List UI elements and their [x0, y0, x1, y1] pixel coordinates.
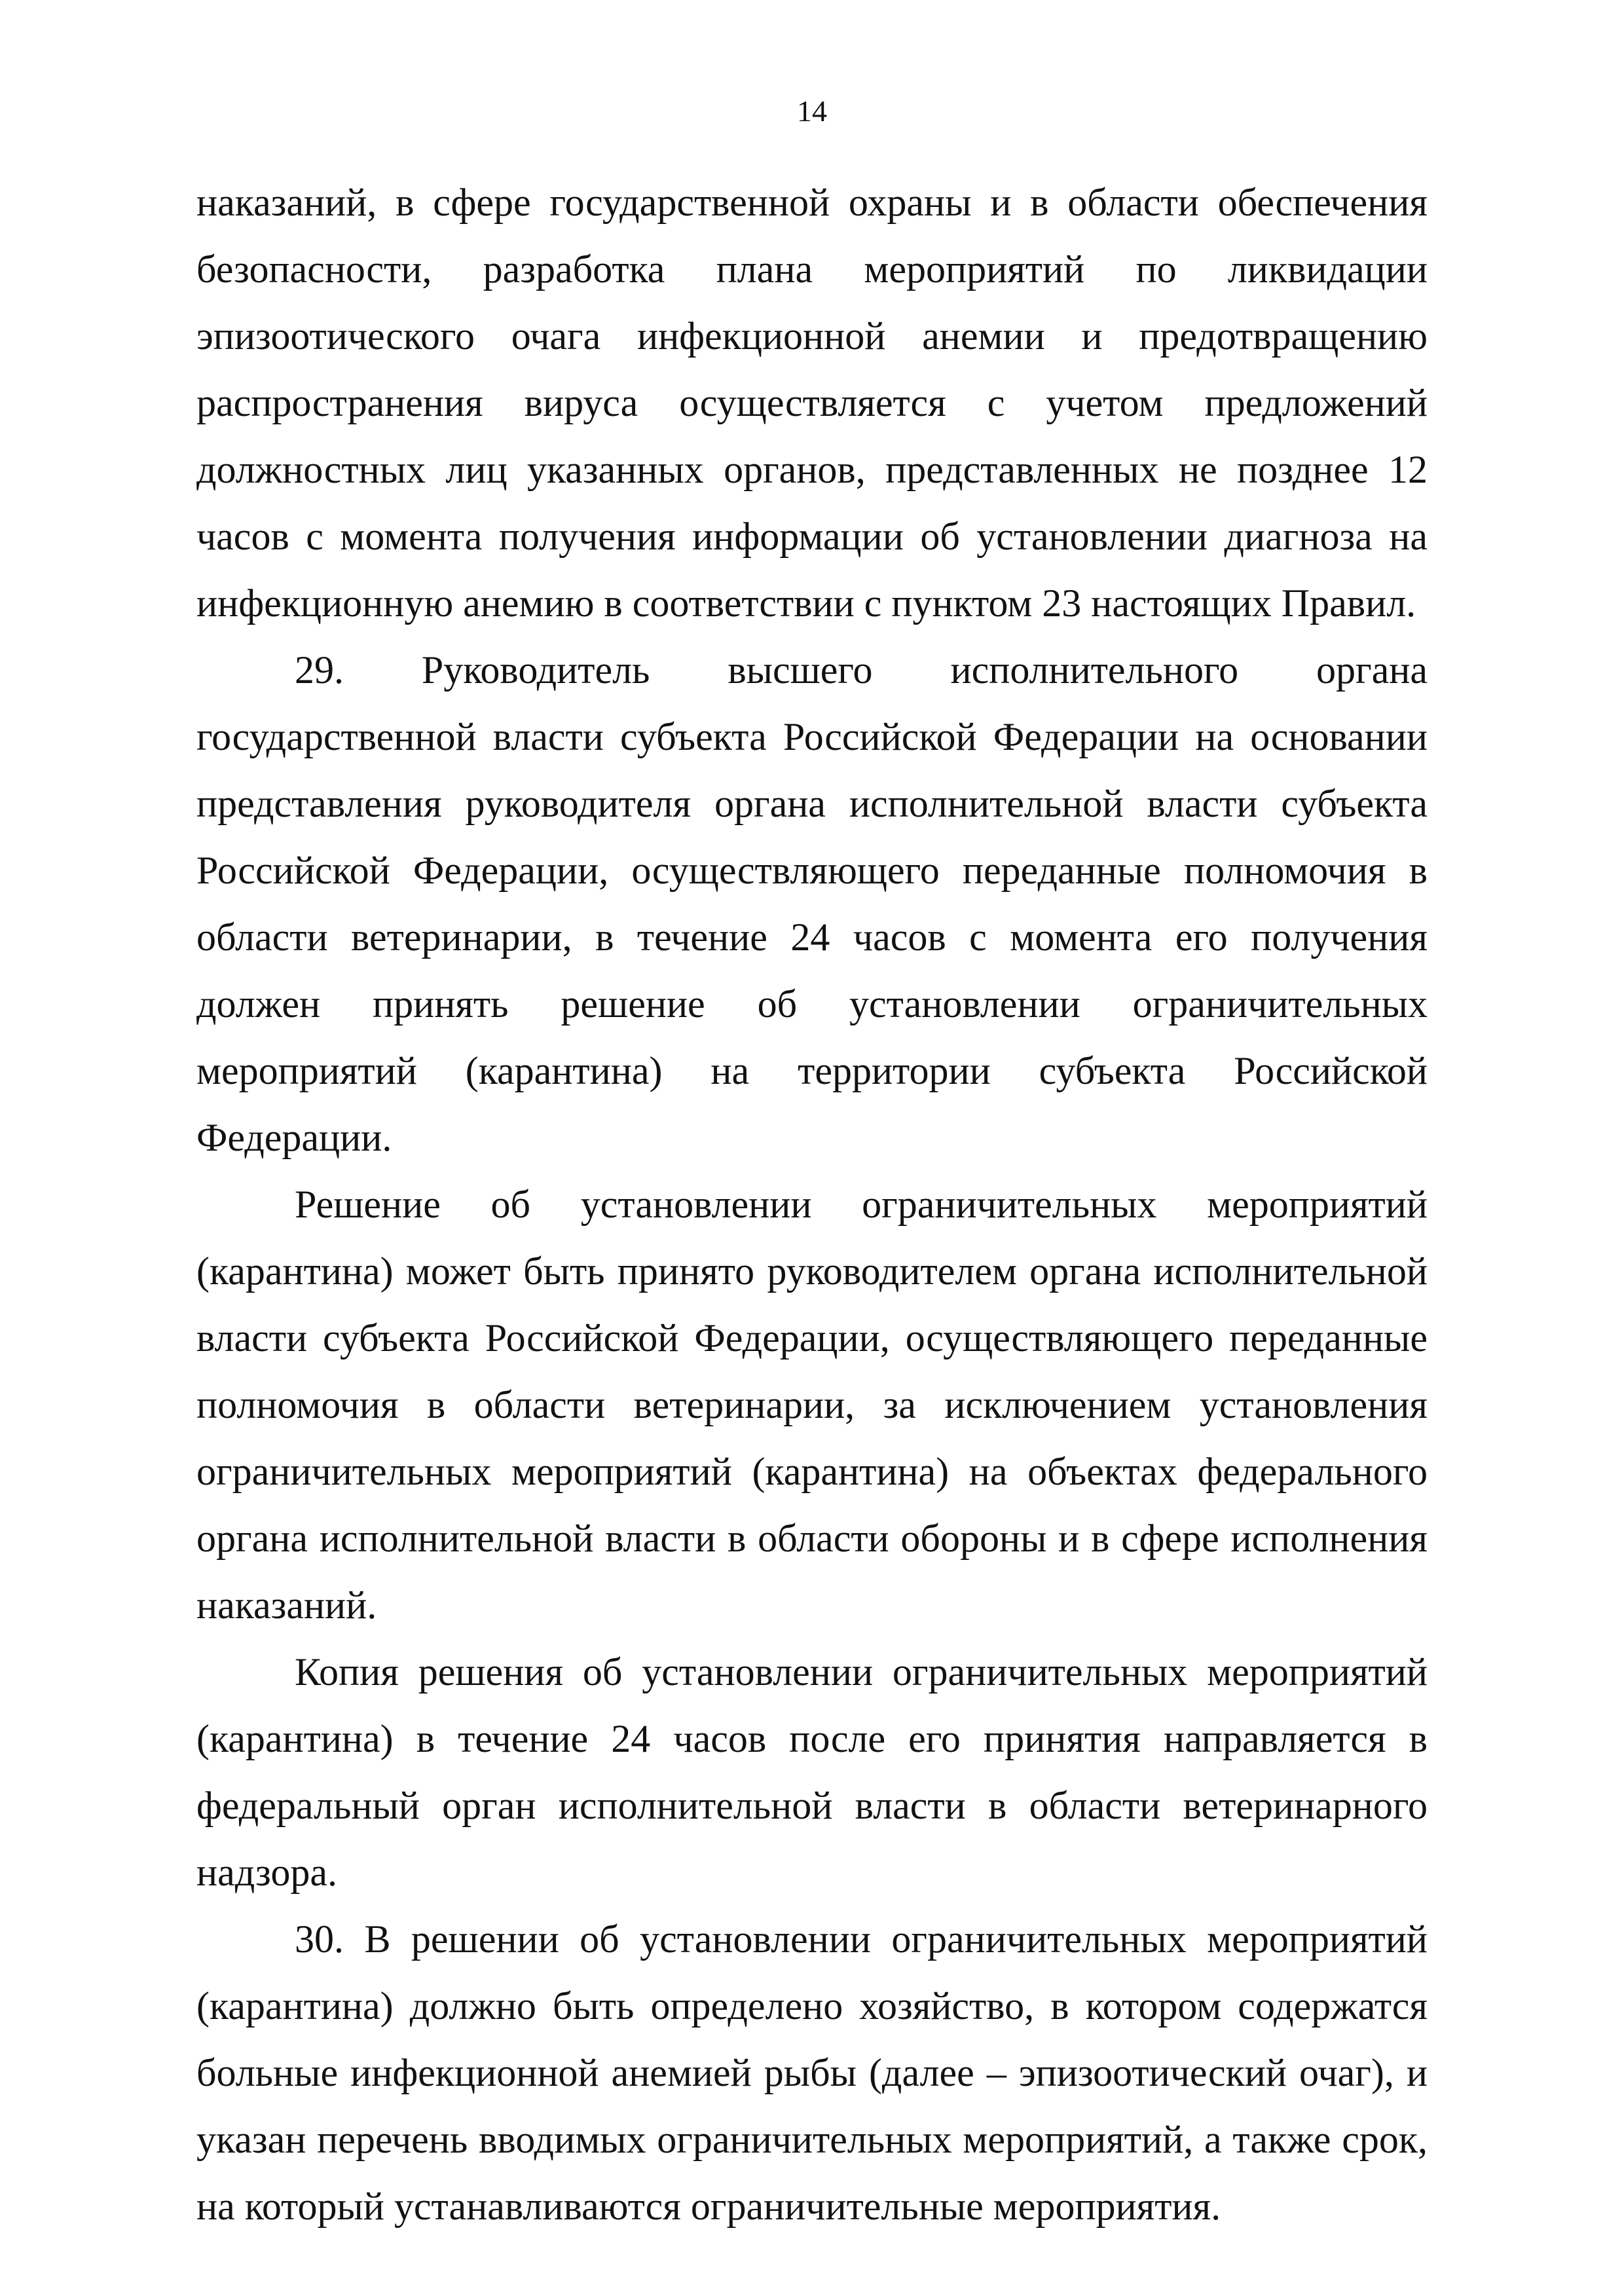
document-body: [196, 169, 1428, 2240]
page-number: 14: [797, 94, 827, 128]
paragraph-item-29: 29. Руководитель высшего исполнительного органа государственной власти субъекта Российской Федерации на основании представления руководителя органа исполнительной власти субъекта Российской Федерации, осуществляющего переданные полномочия в области ветеринарии, в течение 24 часов с момента его получения должен принять решение об установлении ограничительных мероприятий (карантина) на территории субъекта Российской Федерации.: [196, 648, 1428, 1159]
paragraph-quarantine-decision: Решение об установлении ограничительных мероприятий (карантина) может быть принято руководителем органа исполнительной власти субъекта Российской Федерации, осуществляющего переданные полномочия в области ветеринарии, за исключением установления ограничительных мероприятий (карантина) на объектах федерального органа исполнительной власти в области обороны и в сфере исполнения наказаний.: [196, 1183, 1428, 1627]
paragraph-item-30: 30. В решении об установлении ограничительных мероприятий (карантина) должно быть определено хозяйство, в котором содержатся больные инфекционной анемией рыбы (далее – эпизоотический очаг), и указан перечень вводимых ограничительных мероприятий, а также срок, на который устанавливаются ограничительные мероприятия.: [196, 1917, 1428, 2228]
paragraph-decision-copy: Копия решения об установлении ограничительных мероприятий (карантина) в течение 24 часов после его принятия направляется в федеральный орган исполнительной власти в области ветеринарного надзора.: [196, 1650, 1428, 1894]
paragraph-continuation: наказаний, в сфере государственной охраны и в области обеспечения безопасности, разработка плана мероприятий по ликвидации эпизоотического очага инфекционной анемии и предотвращению распространения вируса осуществляется с учетом предложений должностных лиц указанных органов, представленных не позднее 12 часов с момента получения информации об установлении диагноза на инфекционную анемию в соответствии с пунктом 23 настоящих Правил.: [196, 181, 1428, 625]
